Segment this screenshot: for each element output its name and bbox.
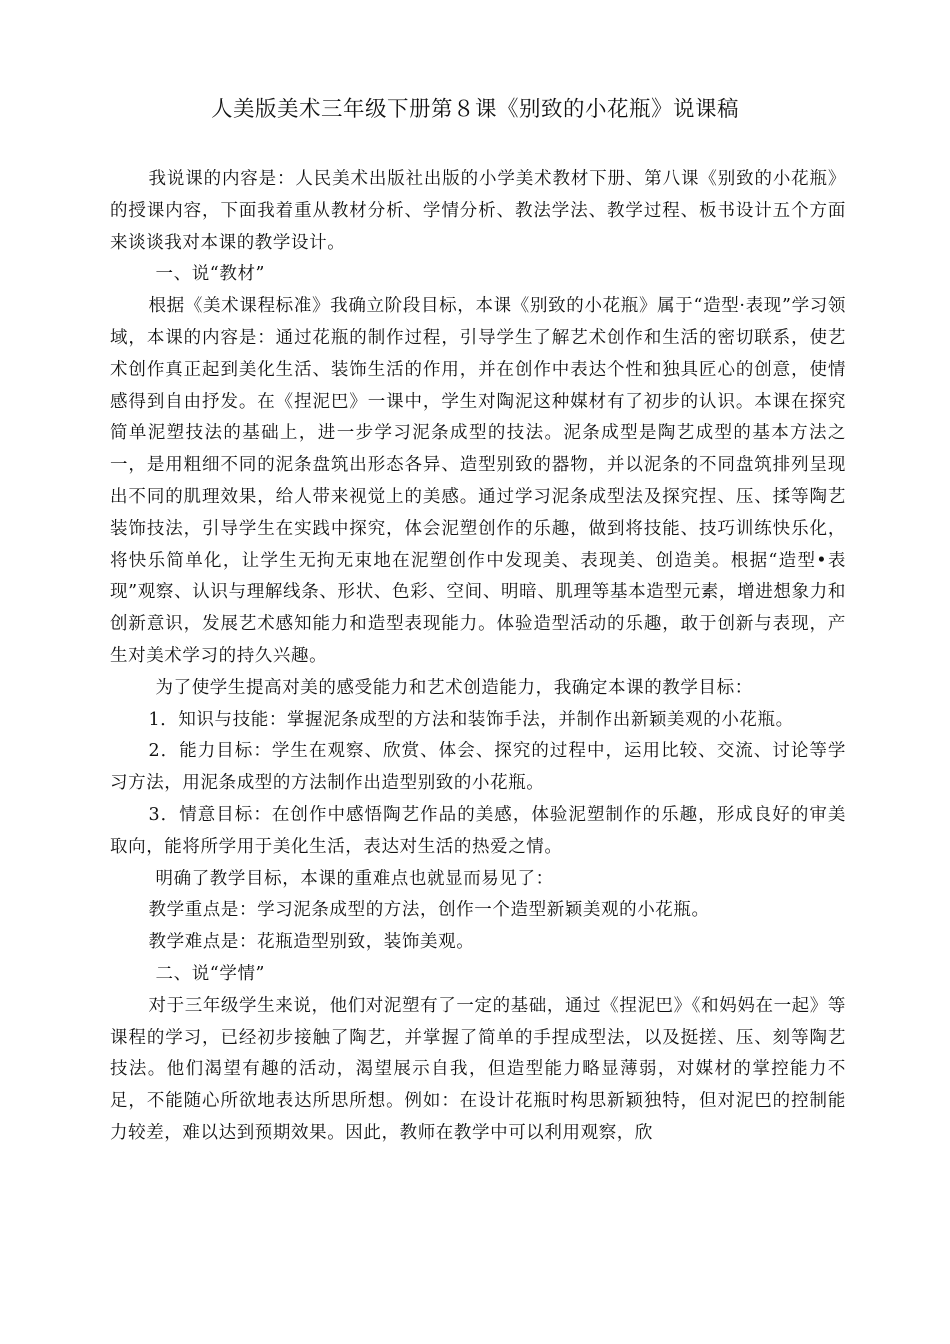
section-heading-students: 二、说“学情”: [155, 963, 266, 984]
document-title: 人美版美术三年级下册第８课《别致的小花瓶》说课稿: [210, 97, 739, 122]
textbook-analysis-paragraph: 根据《美术课程标准》我确立阶段目标，本课《别致的小花瓶》属于“造型·表现”学习领域，本课的内容是：通过花瓶的制作过程，引导学生了解艺术创作和生活的密切联系，使艺术创作真正起到美化生活、装饰生活的作用，并在创作中表达个性和独具匠心的创意，使情感得到自由抒发。在《捏泥巴》一课中，学生对陶泥这种媒材有了初步的认识。本课在探究简单泥塑技法的基础上，进一步学习泥条成型的技法。泥条成型是陶艺成型的基本方法之一，是用粗细不同的泥条盘筑出形态各异、造型别致的器物，并以泥条的不同盘筑排列呈现出不同的肌理效果，给人带来视觉上的美感。通过学习泥条成型法及探究捏、压、揉等陶艺装饰技法，引导学生在实践中探究，体会泥塑创作的乐趣，做到将技能、技巧训练快乐化，将快乐简单化，让学生无拘无束地在泥塑创作中发现美、表现美、创造美。根据“造型•表现”观察、认识与理解线条、形状、色彩、空间、明暗、肌理等基本造型元素，增进想象力和创新意识，发展艺术感知能力和造型表现能力。体验造型活动的乐趣，敢于创新与表现，产生对美术学习的持久兴趣。: [110, 296, 846, 666]
section-heading-textbook: 一、说“教材”: [155, 264, 266, 285]
objectives-intro-paragraph: 为了使学生提高对美的感受能力和艺术创造能力，我确定本课的教学目标：: [155, 677, 753, 698]
objective-knowledge: 1．知识与技能：掌握泥条成型的方法和装饰手法，并制作出新颖美观的小花瓶。: [148, 709, 794, 730]
key-point: 教学重点是：学习泥条成型的方法，创作一个造型新颖美观的小花瓶。: [148, 900, 710, 921]
objective-emotion: 3．情意目标：在创作中感悟陶艺作品的美感，体验泥塑制作的乐趣，形成良好的审美取向，能将所学用于美化生活，表达对生活的热爱之情。: [110, 804, 846, 857]
difficult-point: 教学难点是：花瓶造型别致，装饰美观。: [148, 932, 475, 953]
document-body: [110, 164, 846, 1150]
objective-ability: 2．能力目标：学生在观察、欣赏、体会、探究的过程中，运用比较、交流、讨论等学习方法，用泥条成型的方法制作出造型别致的小花瓶。: [110, 741, 846, 794]
key-points-intro: 明确了教学目标，本课的重难点也就显而易见了：: [155, 868, 554, 889]
student-analysis-paragraph: 对于三年级学生来说，他们对泥塑有了一定的基础，通过《捏泥巴》《和妈妈在一起》等课程的学习，已经初步接触了陶艺，并掌握了简单的手捏成型法，以及挺搓、压、刻等陶艺技法。他们渴望有趣的活动，渴望展示自我，但造型能力略显薄弱，对媒材的掌控能力不足，不能随心所欲地表达所思所想。例如：在设计花瓶时构思新颖独特，但对泥巴的控制能力较差，难以达到预期效果。因此，教师在教学中可以利用观察，欣: [110, 995, 846, 1143]
intro-paragraph: 我说课的内容是：人民美术出版社出版的小学美术教材下册、第八课《别致的小花瓶》的授课内容，下面我着重从教材分析、学情分析、教法学法、教学过程、板书设计五个方面来谈谈我对本课的教学设计。: [110, 169, 846, 253]
